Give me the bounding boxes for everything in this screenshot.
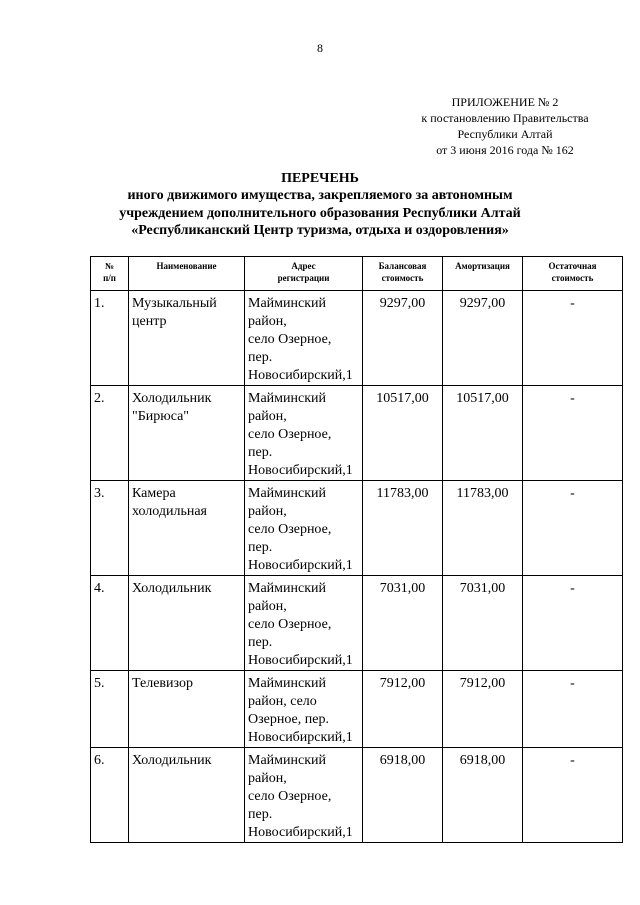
header-name: Наименование [129, 257, 245, 291]
title-line-2: учреждением дополнительного образования Республики Алтай [119, 205, 521, 221]
title-line-1: иного движимого имущества, закрепляемого за автономным [127, 188, 513, 203]
table-row [91, 576, 623, 671]
row-address: Майминский район, село Озерное, пер. Новосибирский,1 [245, 386, 363, 481]
row-num: 2. [91, 386, 129, 481]
document-title [0, 171, 640, 240]
row-amortization: 10517,00 [443, 386, 523, 481]
row-balance: 11783,00 [363, 481, 443, 576]
title-heading: ПЕРЕЧЕНЬ [281, 171, 359, 186]
header-residual: Остаточная стоимость [523, 257, 623, 291]
row-num: 3. [91, 481, 129, 576]
row-residual: - [523, 576, 623, 671]
title-line-3: «Республиканский Центр туризма, отдыха и оздоровления» [131, 223, 509, 238]
row-amortization: 11783,00 [443, 481, 523, 576]
table-row [91, 748, 623, 843]
row-name: Музыкальный центр [129, 291, 245, 386]
row-num: 5. [91, 671, 129, 748]
row-num: 4. [91, 576, 129, 671]
row-residual: - [523, 481, 623, 576]
row-address: Майминский район, село Озерное, пер. Новосибирский,1 [245, 481, 363, 576]
table-row [91, 671, 623, 748]
row-amortization: 7912,00 [443, 671, 523, 748]
appendix-region: Республики Алтай [457, 127, 553, 141]
row-balance: 7912,00 [363, 671, 443, 748]
row-address: Майминский район, село Озерное, пер. Новосибирский,1 [245, 748, 363, 843]
row-amortization: 7031,00 [443, 576, 523, 671]
appendix-resolution: к постановлению Правительства [421, 111, 589, 125]
row-name: Холодильник [129, 576, 245, 671]
row-balance: 9297,00 [363, 291, 443, 386]
page-number: 8 [317, 41, 323, 55]
header-num: № п/п [91, 257, 129, 291]
appendix-header [380, 94, 630, 158]
header-address: Адрес регистрации [245, 257, 363, 291]
appendix-title: ПРИЛОЖЕНИЕ № 2 [451, 95, 559, 109]
table-row [91, 481, 623, 576]
property-table [90, 256, 623, 843]
row-name: Телевизор [129, 671, 245, 748]
table-row [91, 291, 623, 386]
appendix-date: от 3 июня 2016 года № 162 [436, 143, 574, 157]
table-header-row [91, 257, 623, 291]
row-residual: - [523, 748, 623, 843]
header-amortization: Амортизация [443, 257, 523, 291]
row-residual: - [523, 671, 623, 748]
row-balance: 10517,00 [363, 386, 443, 481]
row-residual: - [523, 386, 623, 481]
row-address: Майминский район, село Озерное, пер. Новосибирский,1 [245, 576, 363, 671]
row-balance: 7031,00 [363, 576, 443, 671]
row-num: 6. [91, 748, 129, 843]
row-name: Камера холодильная [129, 481, 245, 576]
row-name: Холодильник [129, 748, 245, 843]
row-address: Майминский район, село Озерное, пер. Новосибирский,1 [245, 291, 363, 386]
row-residual: - [523, 291, 623, 386]
row-address: Майминский район, село Озерное, пер. Новосибирский,1 [245, 671, 363, 748]
header-balance: Балансовая стоимость [363, 257, 443, 291]
table-row [91, 386, 623, 481]
row-num: 1. [91, 291, 129, 386]
row-name: Холодильник "Бирюса" [129, 386, 245, 481]
row-amortization: 6918,00 [443, 748, 523, 843]
row-amortization: 9297,00 [443, 291, 523, 386]
row-balance: 6918,00 [363, 748, 443, 843]
